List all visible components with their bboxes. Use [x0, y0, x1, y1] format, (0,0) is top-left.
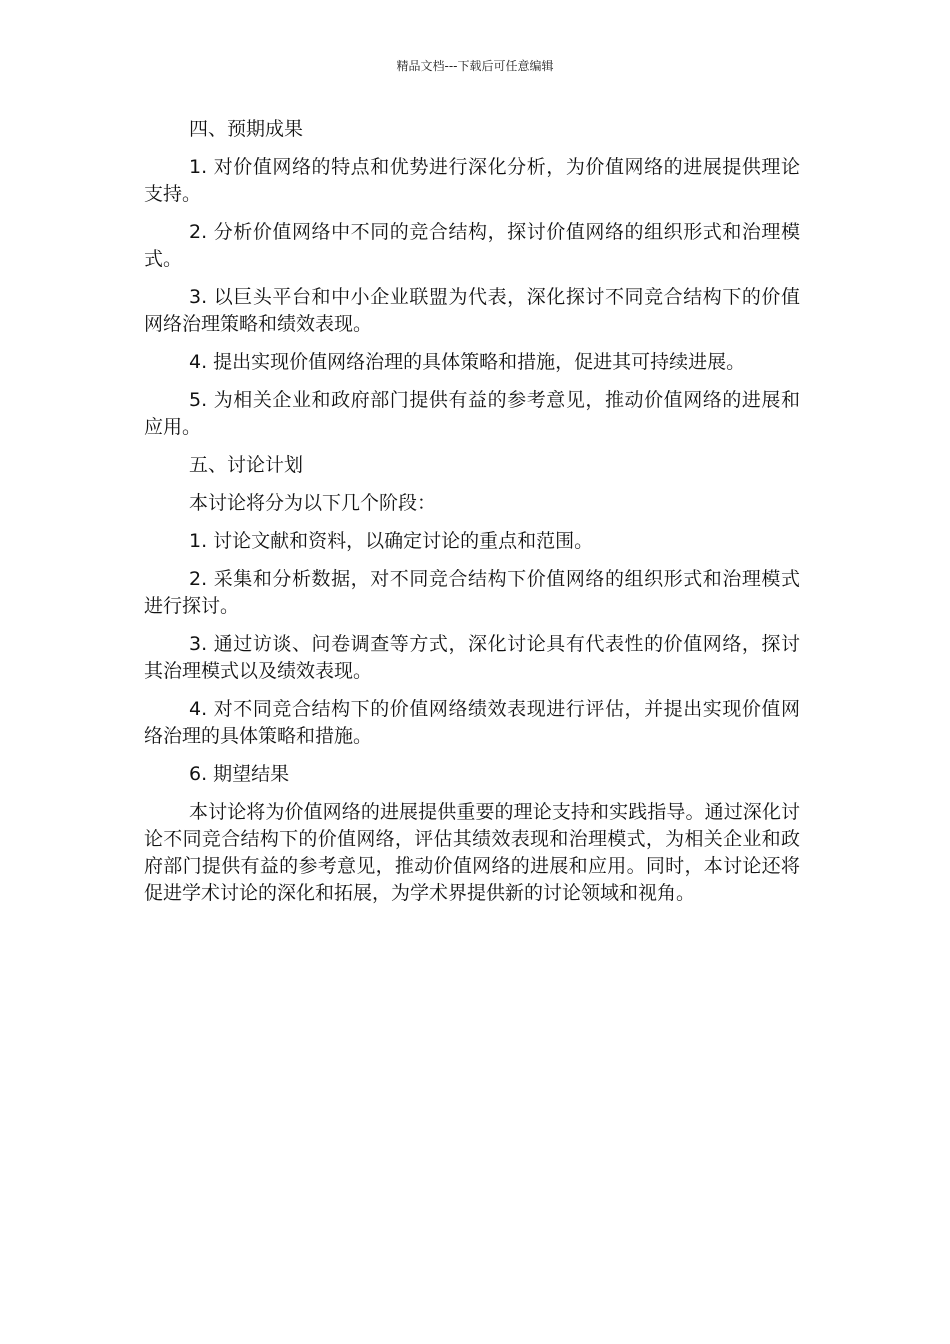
section-heading-research-plan: 五、讨论计划 — [189, 454, 304, 476]
paragraph: 4. 提出实现价值网络治理的具体策略和措施，促进其可持续进展。 — [189, 351, 746, 373]
paragraph: 1. 讨论文献和资料，以确定讨论的重点和范围。 — [189, 530, 594, 552]
document-body — [144, 116, 800, 918]
section-heading-expected-results: 四、预期成果 — [189, 118, 304, 140]
paragraph: 5. 为相关企业和政府部门提供有益的参考意见，推动价值网络的进展和应用。 — [144, 389, 800, 438]
paragraph: 本讨论将分为以下几个阶段： — [189, 492, 437, 514]
paragraph: 2. 分析价值网络中不同的竞合结构，探讨价值网络的组织形式和治理模式。 — [144, 221, 800, 270]
paragraph: 1. 对价值网络的特点和优势进行深化分析，为价值网络的进展提供理论支持。 — [144, 156, 800, 205]
paragraph: 2. 采集和分析数据，对不同竞合结构下价值网络的组织形式和治理模式进行探讨。 — [144, 568, 800, 617]
paragraph: 本讨论将为价值网络的进展提供重要的理论支持和实践指导。通过深化讨论不同竞合结构下的价值网络，评估其绩效表现和治理模式，为相关企业和政府部门提供有益的参考意见，推动价值网络的进展和应用。同时，本讨论还将促进学术讨论的深化和拓展，为学术界提供新的讨论领域和视角。 — [144, 801, 800, 904]
section-heading-expected-outcome: 6. 期望结果 — [189, 763, 290, 785]
page-header: 精品文档---下载后可任意编辑 — [396, 59, 554, 73]
paragraph: 3. 通过访谈、问卷调查等方式，深化讨论具有代表性的价值网络，探讨其治理模式以及绩效表现。 — [144, 633, 800, 682]
paragraph: 3. 以巨头平台和中小企业联盟为代表，深化探讨不同竞合结构下的价值网络治理策略和绩效表现。 — [144, 286, 800, 335]
paragraph: 4. 对不同竞合结构下的价值网络绩效表现进行评估，并提出实现价值网络治理的具体策略和措施。 — [144, 698, 800, 747]
